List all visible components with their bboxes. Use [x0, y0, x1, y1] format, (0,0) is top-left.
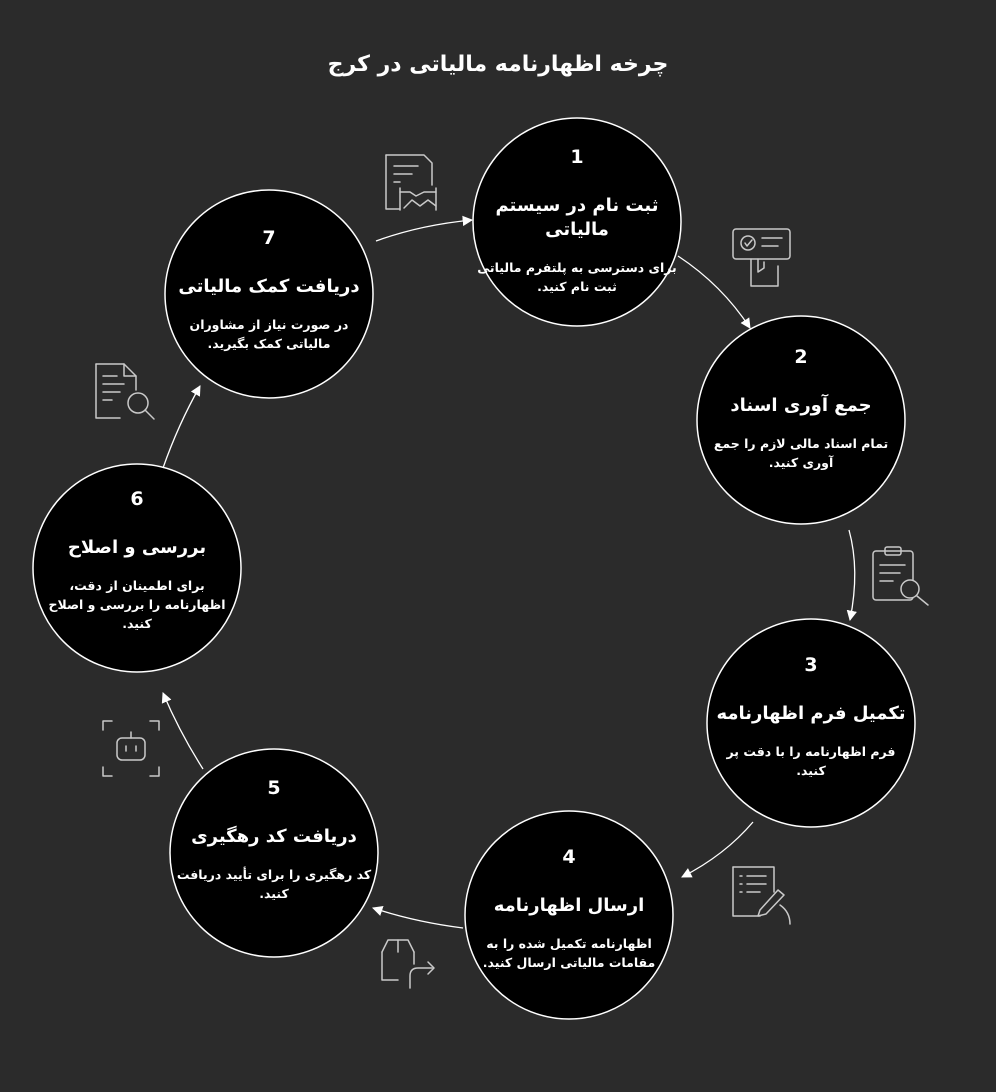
arrow-6-to-7 — [163, 386, 200, 468]
step-6 — [37, 488, 237, 633]
step-7 — [169, 227, 369, 353]
step-number: 2 — [794, 346, 808, 368]
box-send-icon — [382, 940, 434, 988]
arrow-7-to-1 — [376, 220, 472, 241]
step-heading: دریافت کد رهگیری — [191, 826, 357, 847]
step-description: اظهارنامه تکمیل شده را به مقامات مالیاتی ارسال کنید. — [482, 936, 656, 970]
arrow-3-to-4 — [682, 822, 753, 877]
step-heading: بررسی و اصلاح — [67, 537, 207, 558]
step-heading: ارسال اظهارنامه — [493, 895, 645, 916]
step-number: 7 — [262, 227, 276, 249]
arrow-5-to-6 — [163, 693, 203, 769]
step-heading: دریافت کمک مالیاتی — [178, 276, 360, 297]
arrow-1-to-2 — [678, 256, 750, 328]
step-3 — [711, 654, 911, 780]
document-sign-icon — [733, 867, 790, 924]
handshake-document-icon — [386, 155, 436, 210]
step-number: 1 — [570, 146, 584, 168]
robot-scan-icon — [103, 721, 159, 776]
step-number: 3 — [804, 654, 818, 676]
step-description: فرم اظهارنامه را با دقت پر کنید. — [726, 744, 896, 778]
step-description: کد رهگیری را برای تأیید دریافت کنید. — [176, 867, 372, 901]
arrow-2-to-3 — [849, 530, 855, 620]
step-5 — [174, 777, 374, 903]
step-description: تمام اسناد مالی لازم را جمع آوری کنید. — [713, 436, 889, 470]
step-description: برای دسترسی به پلتفرم مالیاتی ثبت نام کنید. — [477, 260, 677, 294]
step-heading: ثبت نام در سیستم مالیاتی — [495, 195, 659, 240]
step-4 — [469, 846, 669, 972]
step-heading: تکمیل فرم اظهارنامه — [716, 703, 906, 724]
step-number: 5 — [267, 777, 281, 799]
step-number: 6 — [130, 488, 144, 510]
id-card-hand-icon — [733, 229, 790, 286]
step-1 — [477, 146, 677, 296]
diagram-title: چرخه اظهارنامه مالیاتی در کرج — [327, 52, 669, 77]
step-description: برای اطمینان از دقت، اظهارنامه را بررسی و اصلاح کنید. — [48, 578, 226, 631]
clipboard-search-icon — [873, 547, 928, 605]
document-search-icon — [96, 364, 154, 419]
step-description: در صورت نیاز از مشاوران مالیاتی کمک بگیرید. — [189, 317, 349, 351]
step-2 — [701, 346, 901, 472]
step-heading: جمع آوری اسناد — [730, 395, 872, 416]
arrow-4-to-5 — [373, 908, 463, 928]
step-number: 4 — [562, 846, 576, 868]
